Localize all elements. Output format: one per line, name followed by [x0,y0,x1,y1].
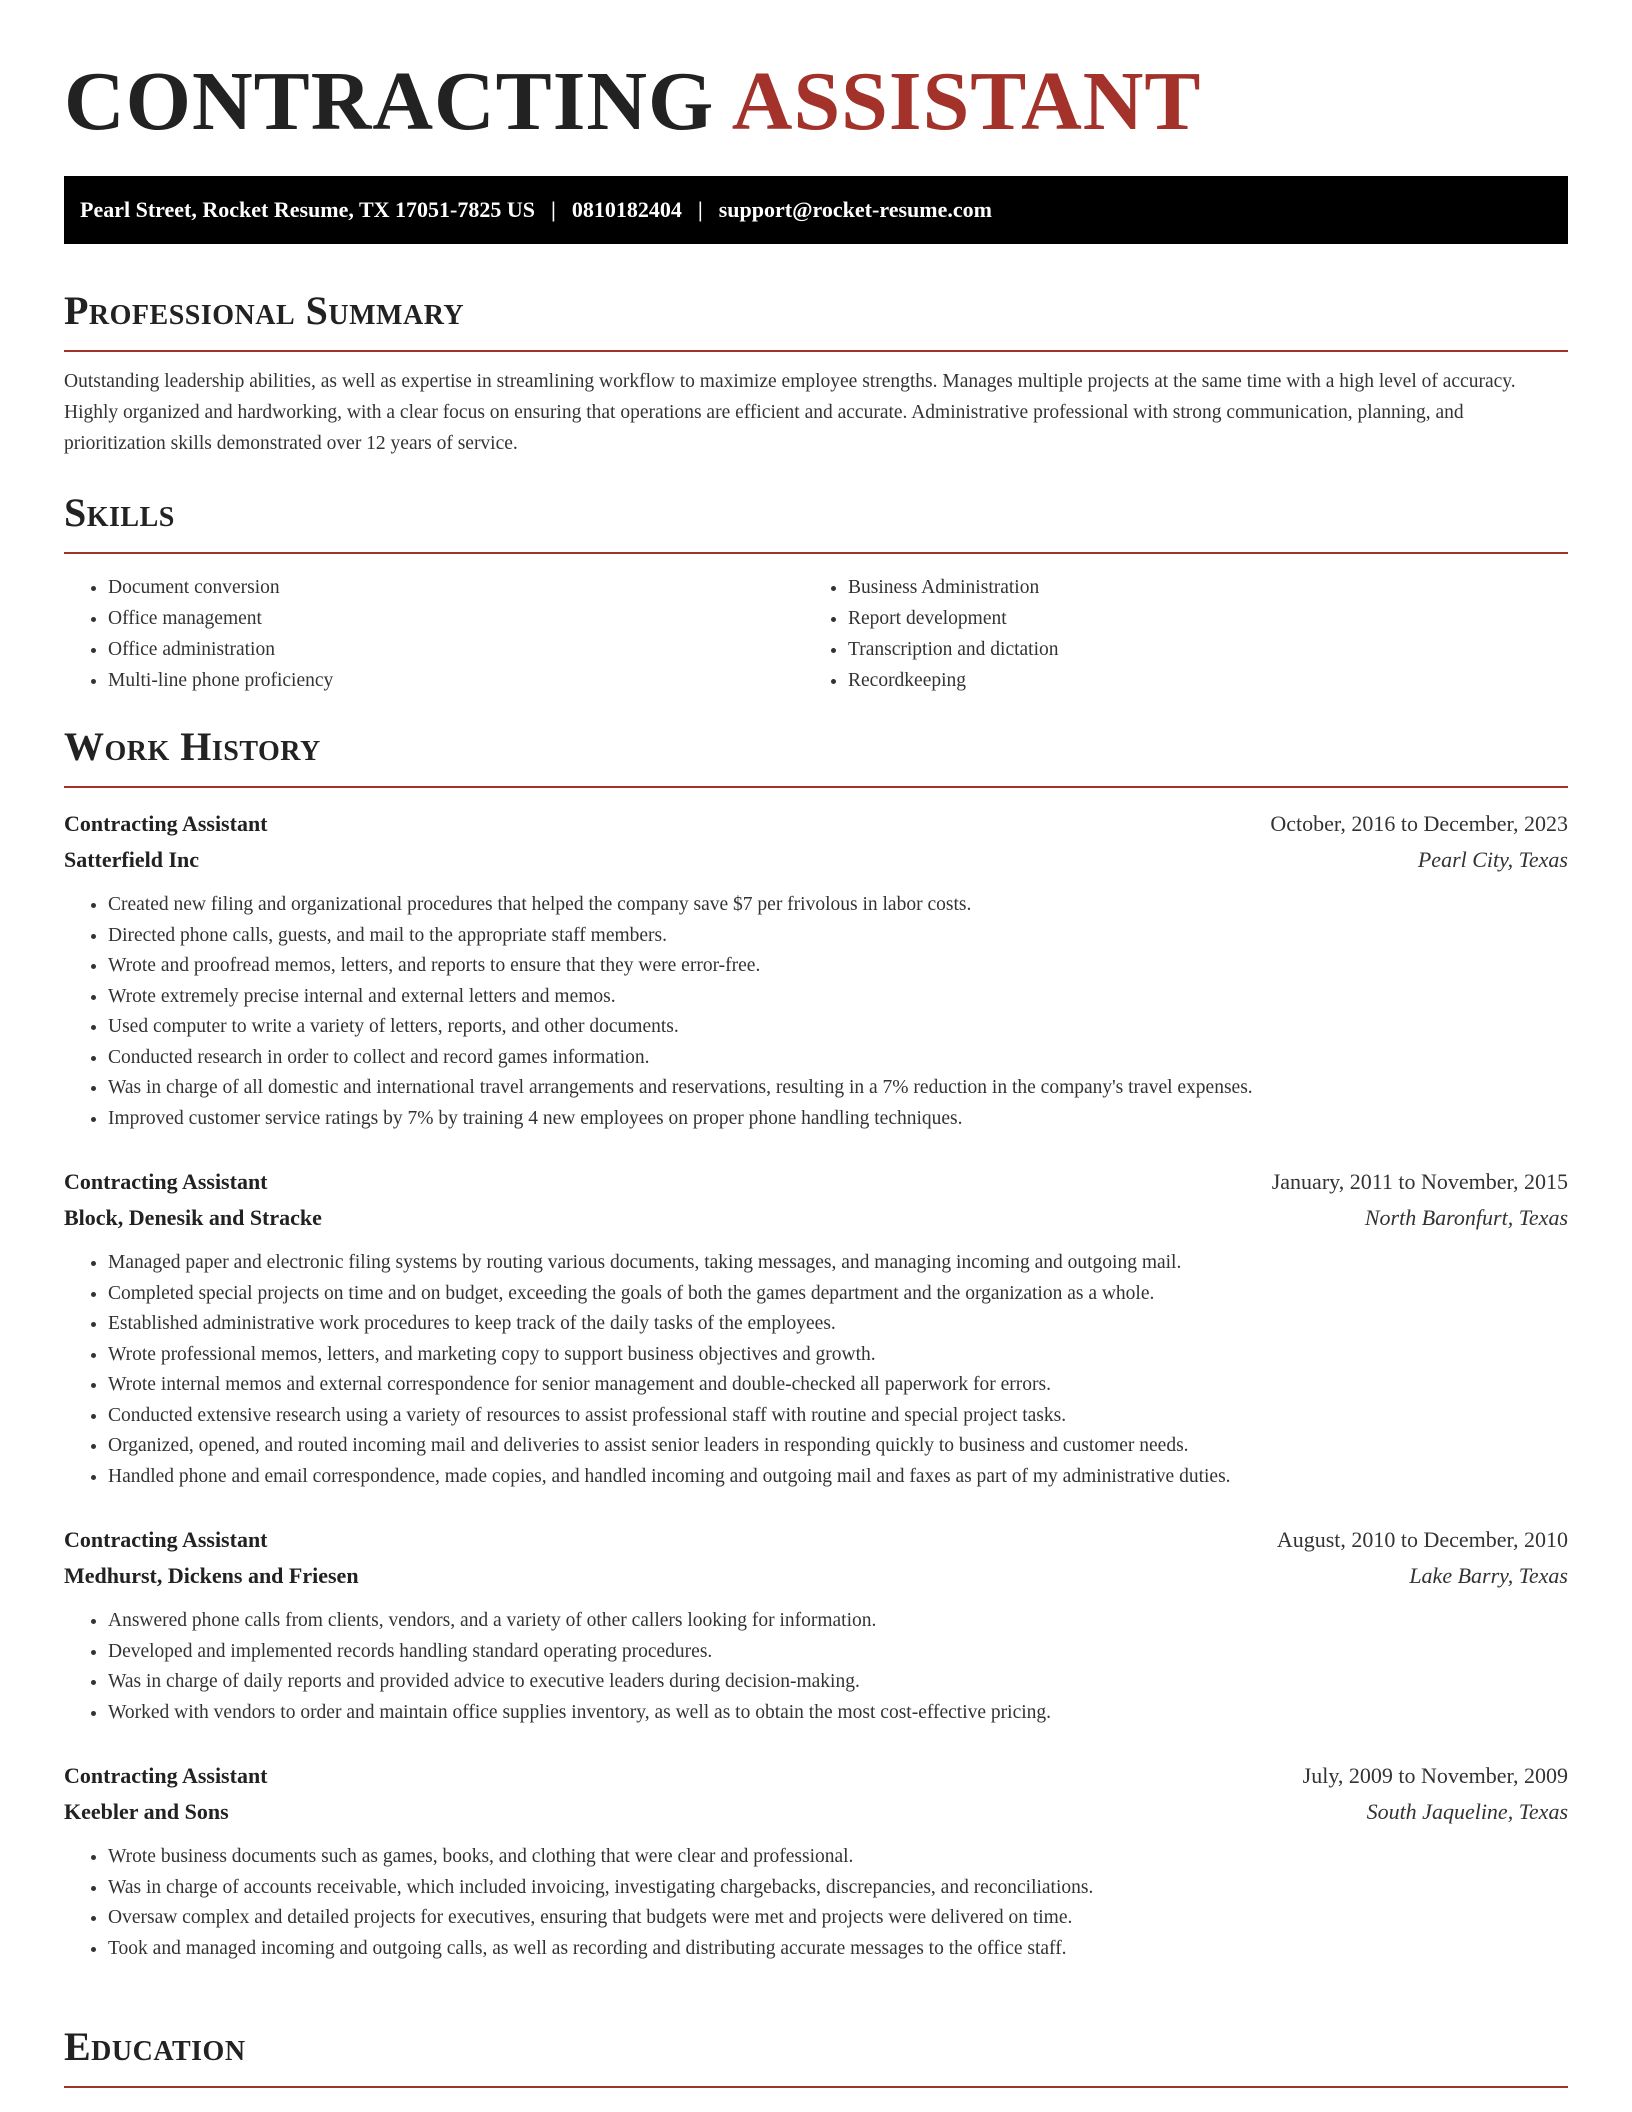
job-bullet: • Took and managed incoming and outgoing calls, as well as recording and distributing accurate messages to the office staff. [108,1934,1568,1965]
skill-item: • Office administration [108,634,804,665]
contact-separator: | [697,197,703,222]
job-title: Contracting Assistant [64,811,268,836]
job-bullet: • Developed and implemented records handling standard operating procedures. [108,1637,1568,1668]
job-location: Lake Barry, Texas [1409,1563,1568,1588]
skills-grid [64,572,1568,696]
job-bullets [64,1248,1568,1492]
contact-email: support@rocket-resume.com [718,197,992,222]
contact-separator: | [551,197,556,222]
job-bullet: • Completed special projects on time and on budget, exceeding the goals of both the games department and the organization as a whole. [108,1279,1568,1310]
job-entry [64,806,1568,1134]
skills-list-left [64,572,804,696]
job-bullet: • Established administrative work procedures to keep track of the daily tasks of the employees. [108,1309,1568,1340]
skill-item: • Document conversion [108,572,804,603]
section-divider [64,350,1568,352]
summary-text: Outstanding leadership abilities, as well as expertise in streamlining workflow to maximize employee strengths. Manages multiple projects at the same time with a high level of accuracy. Highly organized and hardworking, with a clear focus on ensuring that operations are efficient and accurate. Administrative professional with strong communication, planning, and prioritization skills demonstrated over 12 years of service. [64,371,1516,454]
job-bullet: • Managed paper and electronic filing systems by routing various documents, taking messages, and managing incoming and outgoing mail. [108,1248,1568,1279]
name-first: CONTRACTING [64,55,715,148]
job-bullets [64,1606,1568,1728]
contact-bar [64,176,1568,244]
skill-item: • Office management [108,603,804,634]
job-bullet: • Conducted research in order to collect and record games information. [108,1043,1568,1074]
summary-section [64,286,1568,459]
resume-name [64,52,1201,152]
job-company: Satterfield Inc [64,847,200,872]
job-bullet: • Used computer to write a variety of letters, reports, and other documents. [108,1012,1568,1043]
section-divider [64,786,1568,788]
section-divider [64,2086,1568,2088]
section-title: Professional Summary [64,288,465,333]
job-bullet: • Conducted extensive research using a variety of resources to assist professional staff with routine and special project tasks. [108,1401,1568,1432]
job-bullet: • Oversaw complex and detailed projects for executives, ensuring that budgets were met and projects were delivered on time. [108,1903,1568,1934]
job-company: Keebler and Sons [64,1799,229,1824]
section-title: Skills [64,490,175,535]
job-bullet: • Was in charge of daily reports and provided advice to executive leaders during decision-making. [108,1667,1568,1698]
skills-section [64,488,1568,696]
skill-item: • Multi-line phone proficiency [108,665,804,696]
section-divider [64,552,1568,554]
job-dates: January, 2011 to November, 2015 [1271,1169,1568,1194]
job-bullet: • Organized, opened, and routed incoming mail and deliveries to assist senior leaders in responding quickly to business and customer needs. [108,1431,1568,1462]
job-bullet: • Wrote professional memos, letters, and marketing copy to support business objectives and growth. [108,1340,1568,1371]
section-title: Education [64,2024,246,2069]
skill-item: • Transcription and dictation [848,634,1544,665]
job-entry [64,1164,1568,1492]
job-location: North Baronfurt, Texas [1364,1205,1568,1230]
job-title: Contracting Assistant [64,1763,268,1788]
contact-address: Pearl Street, Rocket Resume, TX 17051-7825 US [80,197,535,222]
skill-item: • Report development [848,603,1544,634]
name-last: ASSISTANT [731,55,1202,148]
work-history-section [64,722,1568,1964]
job-bullets [64,890,1568,1134]
skill-item: • Recordkeeping [848,665,1544,696]
job-entry [64,1758,1568,1964]
skills-list-right [804,572,1544,696]
job-bullet: • Was in charge of all domestic and international travel arrangements and reservations, resulting in a 7% reduction in the company's travel expenses. [108,1073,1568,1104]
education-section [64,2022,1568,2088]
job-title: Contracting Assistant [64,1527,268,1552]
job-bullet: • Directed phone calls, guests, and mail to the appropriate staff members. [108,921,1568,952]
job-bullet: • Improved customer service ratings by 7% by training 4 new employees on proper phone handling techniques. [108,1104,1568,1135]
job-bullet: • Worked with vendors to order and maintain office supplies inventory, as well as to obtain the most cost-effective pricing. [108,1698,1568,1729]
job-title: Contracting Assistant [64,1169,268,1194]
job-bullet: • Created new filing and organizational procedures that helped the company save $7 per frivolous in labor costs. [108,890,1568,921]
job-bullet: • Wrote business documents such as games, books, and clothing that were clear and professional. [108,1842,1568,1873]
job-location: South Jaqueline, Texas [1366,1799,1568,1824]
job-company: Block, Denesik and Stracke [64,1205,322,1230]
job-dates: August, 2010 to December, 2010 [1276,1527,1568,1552]
job-dates: July, 2009 to November, 2009 [1302,1763,1568,1788]
job-bullet: • Wrote and proofread memos, letters, and reports to ensure that they were error-free. [108,951,1568,982]
job-bullet: • Wrote internal memos and external correspondence for senior management and double-checked all paperwork for errors. [108,1370,1568,1401]
job-bullet: • Wrote extremely precise internal and external letters and memos. [108,982,1568,1013]
job-bullet: • Was in charge of accounts receivable, which included invoicing, investigating chargebacks, discrepancies, and reconciliations. [108,1873,1568,1904]
job-location: Pearl City, Texas [1417,847,1568,872]
job-bullet: • Answered phone calls from clients, vendors, and a variety of other callers looking for information. [108,1606,1568,1637]
job-company: Medhurst, Dickens and Friesen [64,1563,359,1588]
skill-item: • Business Administration [848,572,1544,603]
section-title: Work History [64,724,321,769]
job-dates: October, 2016 to December, 2023 [1270,811,1568,836]
job-entry [64,1522,1568,1728]
job-bullets [64,1842,1568,1964]
contact-phone: 0810182404 [571,197,682,222]
job-bullet: • Handled phone and email correspondence, made copies, and handled incoming and outgoing mail and faxes as part of my administrative duties. [108,1462,1568,1493]
